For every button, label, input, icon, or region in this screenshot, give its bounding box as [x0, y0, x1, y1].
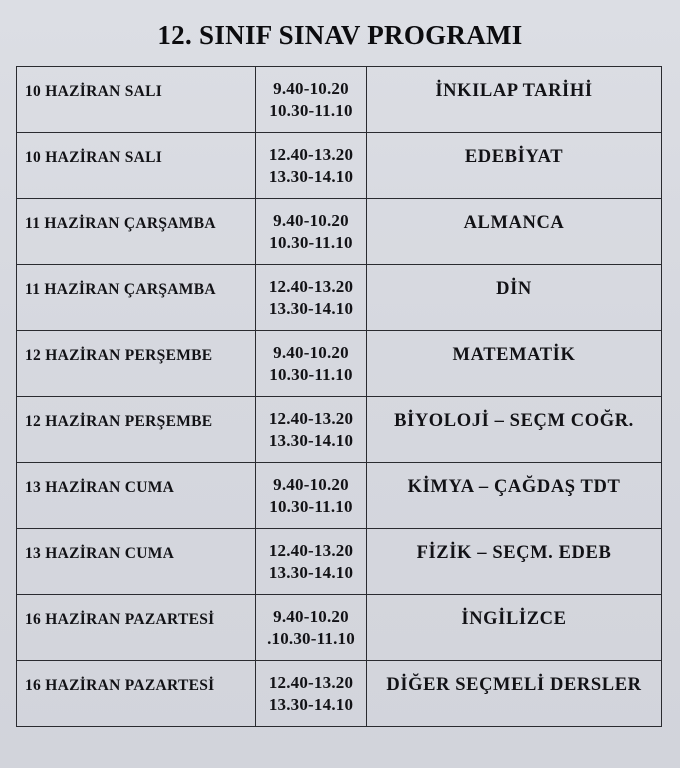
time-cell: [256, 661, 367, 727]
subject-cell: [367, 397, 662, 463]
time-cell: [256, 133, 367, 199]
exam-schedule-table: [16, 66, 662, 727]
second-session-time: 13.30-14.10: [268, 562, 354, 582]
first-session-time: 9.40-10.20: [273, 78, 349, 98]
second-session-time: 10.30-11.10: [269, 496, 353, 516]
subject-cell: [367, 331, 662, 397]
table-row: [17, 133, 662, 199]
first-session-time: 12.40-13.20: [268, 540, 354, 560]
exam-date: 13 HAZİRAN CUMA: [25, 544, 175, 562]
second-session-time: 13.30-14.10: [268, 166, 354, 186]
exam-date: 16 HAZİRAN PAZARTESİ: [25, 610, 215, 628]
subject-cell: [367, 661, 662, 727]
exam-subject: EDEBİYAT: [464, 147, 564, 167]
first-session-time: 9.40-10.20: [273, 210, 349, 230]
time-cell: [256, 265, 367, 331]
date-cell: [17, 331, 256, 397]
exam-date: 10 HAZİRAN SALI: [25, 82, 163, 100]
time-cell: [256, 529, 367, 595]
time-cell: [256, 463, 367, 529]
time-cell: [256, 199, 367, 265]
table-row: [17, 397, 662, 463]
table-row: [17, 331, 662, 397]
exam-date: 12 HAZİRAN PERŞEMBE: [25, 346, 213, 364]
first-session-time: 12.40-13.20: [268, 276, 354, 296]
table-row: [17, 529, 662, 595]
table-row: [17, 265, 662, 331]
time-cell: [256, 67, 367, 133]
exam-subject: İNKILAP TARİHİ: [435, 81, 593, 101]
exam-date: 11 HAZİRAN ÇARŞAMBA: [25, 280, 216, 298]
first-session-time: 12.40-13.20: [268, 408, 354, 428]
schedule-body: [17, 67, 662, 727]
subject-cell: [367, 133, 662, 199]
exam-date: 11 HAZİRAN ÇARŞAMBA: [25, 214, 216, 232]
exam-subject: MATEMATİK: [452, 345, 576, 365]
exam-date: 12 HAZİRAN PERŞEMBE: [25, 412, 213, 430]
exam-subject: DİĞER SEÇMELİ DERSLER: [386, 675, 642, 695]
subject-cell: [367, 529, 662, 595]
first-session-time: 9.40-10.20: [273, 474, 349, 494]
time-cell: [256, 331, 367, 397]
subject-cell: [367, 199, 662, 265]
exam-subject: FİZİK – SEÇM. EDEB: [416, 543, 612, 563]
date-cell: [17, 397, 256, 463]
second-session-time: .10.30-11.10: [267, 628, 355, 648]
table-row: [17, 67, 662, 133]
date-cell: [17, 199, 256, 265]
date-cell: [17, 529, 256, 595]
subject-cell: [367, 67, 662, 133]
table-row: [17, 463, 662, 529]
date-cell: [17, 595, 256, 661]
date-cell: [17, 67, 256, 133]
second-session-time: 10.30-11.10: [269, 100, 353, 120]
exam-date: 16 HAZİRAN PAZARTESİ: [25, 676, 215, 694]
subject-cell: [367, 595, 662, 661]
subject-cell: [367, 463, 662, 529]
exam-date: 13 HAZİRAN CUMA: [25, 478, 175, 496]
table-row: [17, 199, 662, 265]
second-session-time: 10.30-11.10: [269, 364, 353, 384]
page-title: 12. SINIF SINAV PROGRAMI: [157, 20, 523, 50]
first-session-time: 9.40-10.20: [273, 606, 349, 626]
date-cell: [17, 133, 256, 199]
time-cell: [256, 595, 367, 661]
date-cell: [17, 463, 256, 529]
exam-subject: DİN: [496, 279, 532, 299]
table-row: [17, 595, 662, 661]
second-session-time: 13.30-14.10: [268, 298, 354, 318]
date-cell: [17, 661, 256, 727]
first-session-time: 9.40-10.20: [273, 342, 349, 362]
second-session-time: 13.30-14.10: [268, 694, 354, 714]
second-session-time: 13.30-14.10: [268, 430, 354, 450]
exam-subject: KİMYA – ÇAĞDAŞ TDT: [407, 477, 621, 497]
first-session-time: 12.40-13.20: [268, 672, 354, 692]
time-cell: [256, 397, 367, 463]
first-session-time: 12.40-13.20: [268, 144, 354, 164]
exam-subject: ALMANCA: [463, 213, 565, 233]
exam-subject: BİYOLOJİ – SEÇM COĞR.: [394, 411, 634, 431]
subject-cell: [367, 265, 662, 331]
table-row: [17, 661, 662, 727]
exam-date: 10 HAZİRAN SALI: [25, 148, 163, 166]
exam-subject: İNGİLİZCE: [461, 609, 567, 629]
second-session-time: 10.30-11.10: [269, 232, 353, 252]
date-cell: [17, 265, 256, 331]
